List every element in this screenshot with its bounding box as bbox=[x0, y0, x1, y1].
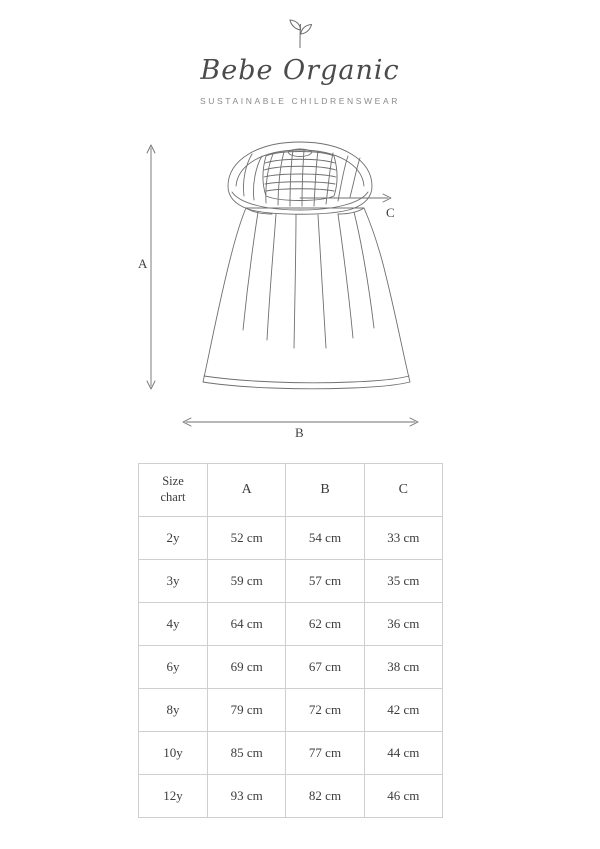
corner-label-line-2: chart bbox=[160, 490, 186, 504]
value-c: 35 cm bbox=[364, 560, 442, 603]
value-c: 46 cm bbox=[364, 775, 442, 818]
size-label: 12y bbox=[139, 775, 208, 818]
size-label: 2y bbox=[139, 517, 208, 560]
table-row bbox=[139, 560, 443, 603]
column-header-b: B bbox=[286, 464, 364, 517]
size-chart-body bbox=[139, 517, 443, 818]
corner-label-line-1: Size bbox=[162, 474, 184, 489]
dress-illustration bbox=[0, 130, 600, 450]
brand-header bbox=[0, 18, 600, 106]
value-b: 82 cm bbox=[286, 775, 364, 818]
value-b: 77 cm bbox=[286, 732, 364, 775]
value-b: 72 cm bbox=[286, 689, 364, 732]
size-chart-table bbox=[138, 463, 443, 818]
size-chart-table-wrapper bbox=[138, 463, 443, 818]
size-label: 10y bbox=[139, 732, 208, 775]
table-row bbox=[139, 517, 443, 560]
brand-tagline: SUSTAINABLE CHILDRENSWEAR bbox=[200, 95, 400, 106]
size-label: 3y bbox=[139, 560, 208, 603]
size-chart-head bbox=[139, 464, 443, 517]
value-a: 52 cm bbox=[208, 517, 286, 560]
value-c: 36 cm bbox=[364, 603, 442, 646]
value-b: 67 cm bbox=[286, 646, 364, 689]
brand-name: Bebe Organic bbox=[200, 55, 400, 86]
value-b: 57 cm bbox=[286, 560, 364, 603]
value-c: 44 cm bbox=[364, 732, 442, 775]
skirt-outline bbox=[203, 208, 410, 389]
table-row bbox=[139, 775, 443, 818]
value-c: 42 cm bbox=[364, 689, 442, 732]
value-a: 64 cm bbox=[208, 603, 286, 646]
leaf-sprig-icon bbox=[280, 18, 320, 52]
dimension-label-a: A bbox=[138, 256, 148, 271]
size-label: 4y bbox=[139, 603, 208, 646]
value-a: 93 cm bbox=[208, 775, 286, 818]
value-a: 59 cm bbox=[208, 560, 286, 603]
dimension-label-b: B bbox=[295, 425, 304, 440]
column-header-c: C bbox=[364, 464, 442, 517]
table-row bbox=[139, 603, 443, 646]
value-b: 54 cm bbox=[286, 517, 364, 560]
value-b: 62 cm bbox=[286, 603, 364, 646]
table-row bbox=[139, 646, 443, 689]
size-chart-corner-label bbox=[139, 464, 208, 517]
dress-technical-sketch bbox=[0, 130, 600, 450]
value-a: 85 cm bbox=[208, 732, 286, 775]
column-header-a: A bbox=[208, 464, 286, 517]
table-row bbox=[139, 732, 443, 775]
dimension-label-c: C bbox=[386, 205, 395, 220]
value-c: 38 cm bbox=[364, 646, 442, 689]
value-c: 33 cm bbox=[364, 517, 442, 560]
table-row bbox=[139, 689, 443, 732]
value-a: 69 cm bbox=[208, 646, 286, 689]
value-a: 79 cm bbox=[208, 689, 286, 732]
table-header-row bbox=[139, 464, 443, 517]
size-label: 6y bbox=[139, 646, 208, 689]
size-label: 8y bbox=[139, 689, 208, 732]
